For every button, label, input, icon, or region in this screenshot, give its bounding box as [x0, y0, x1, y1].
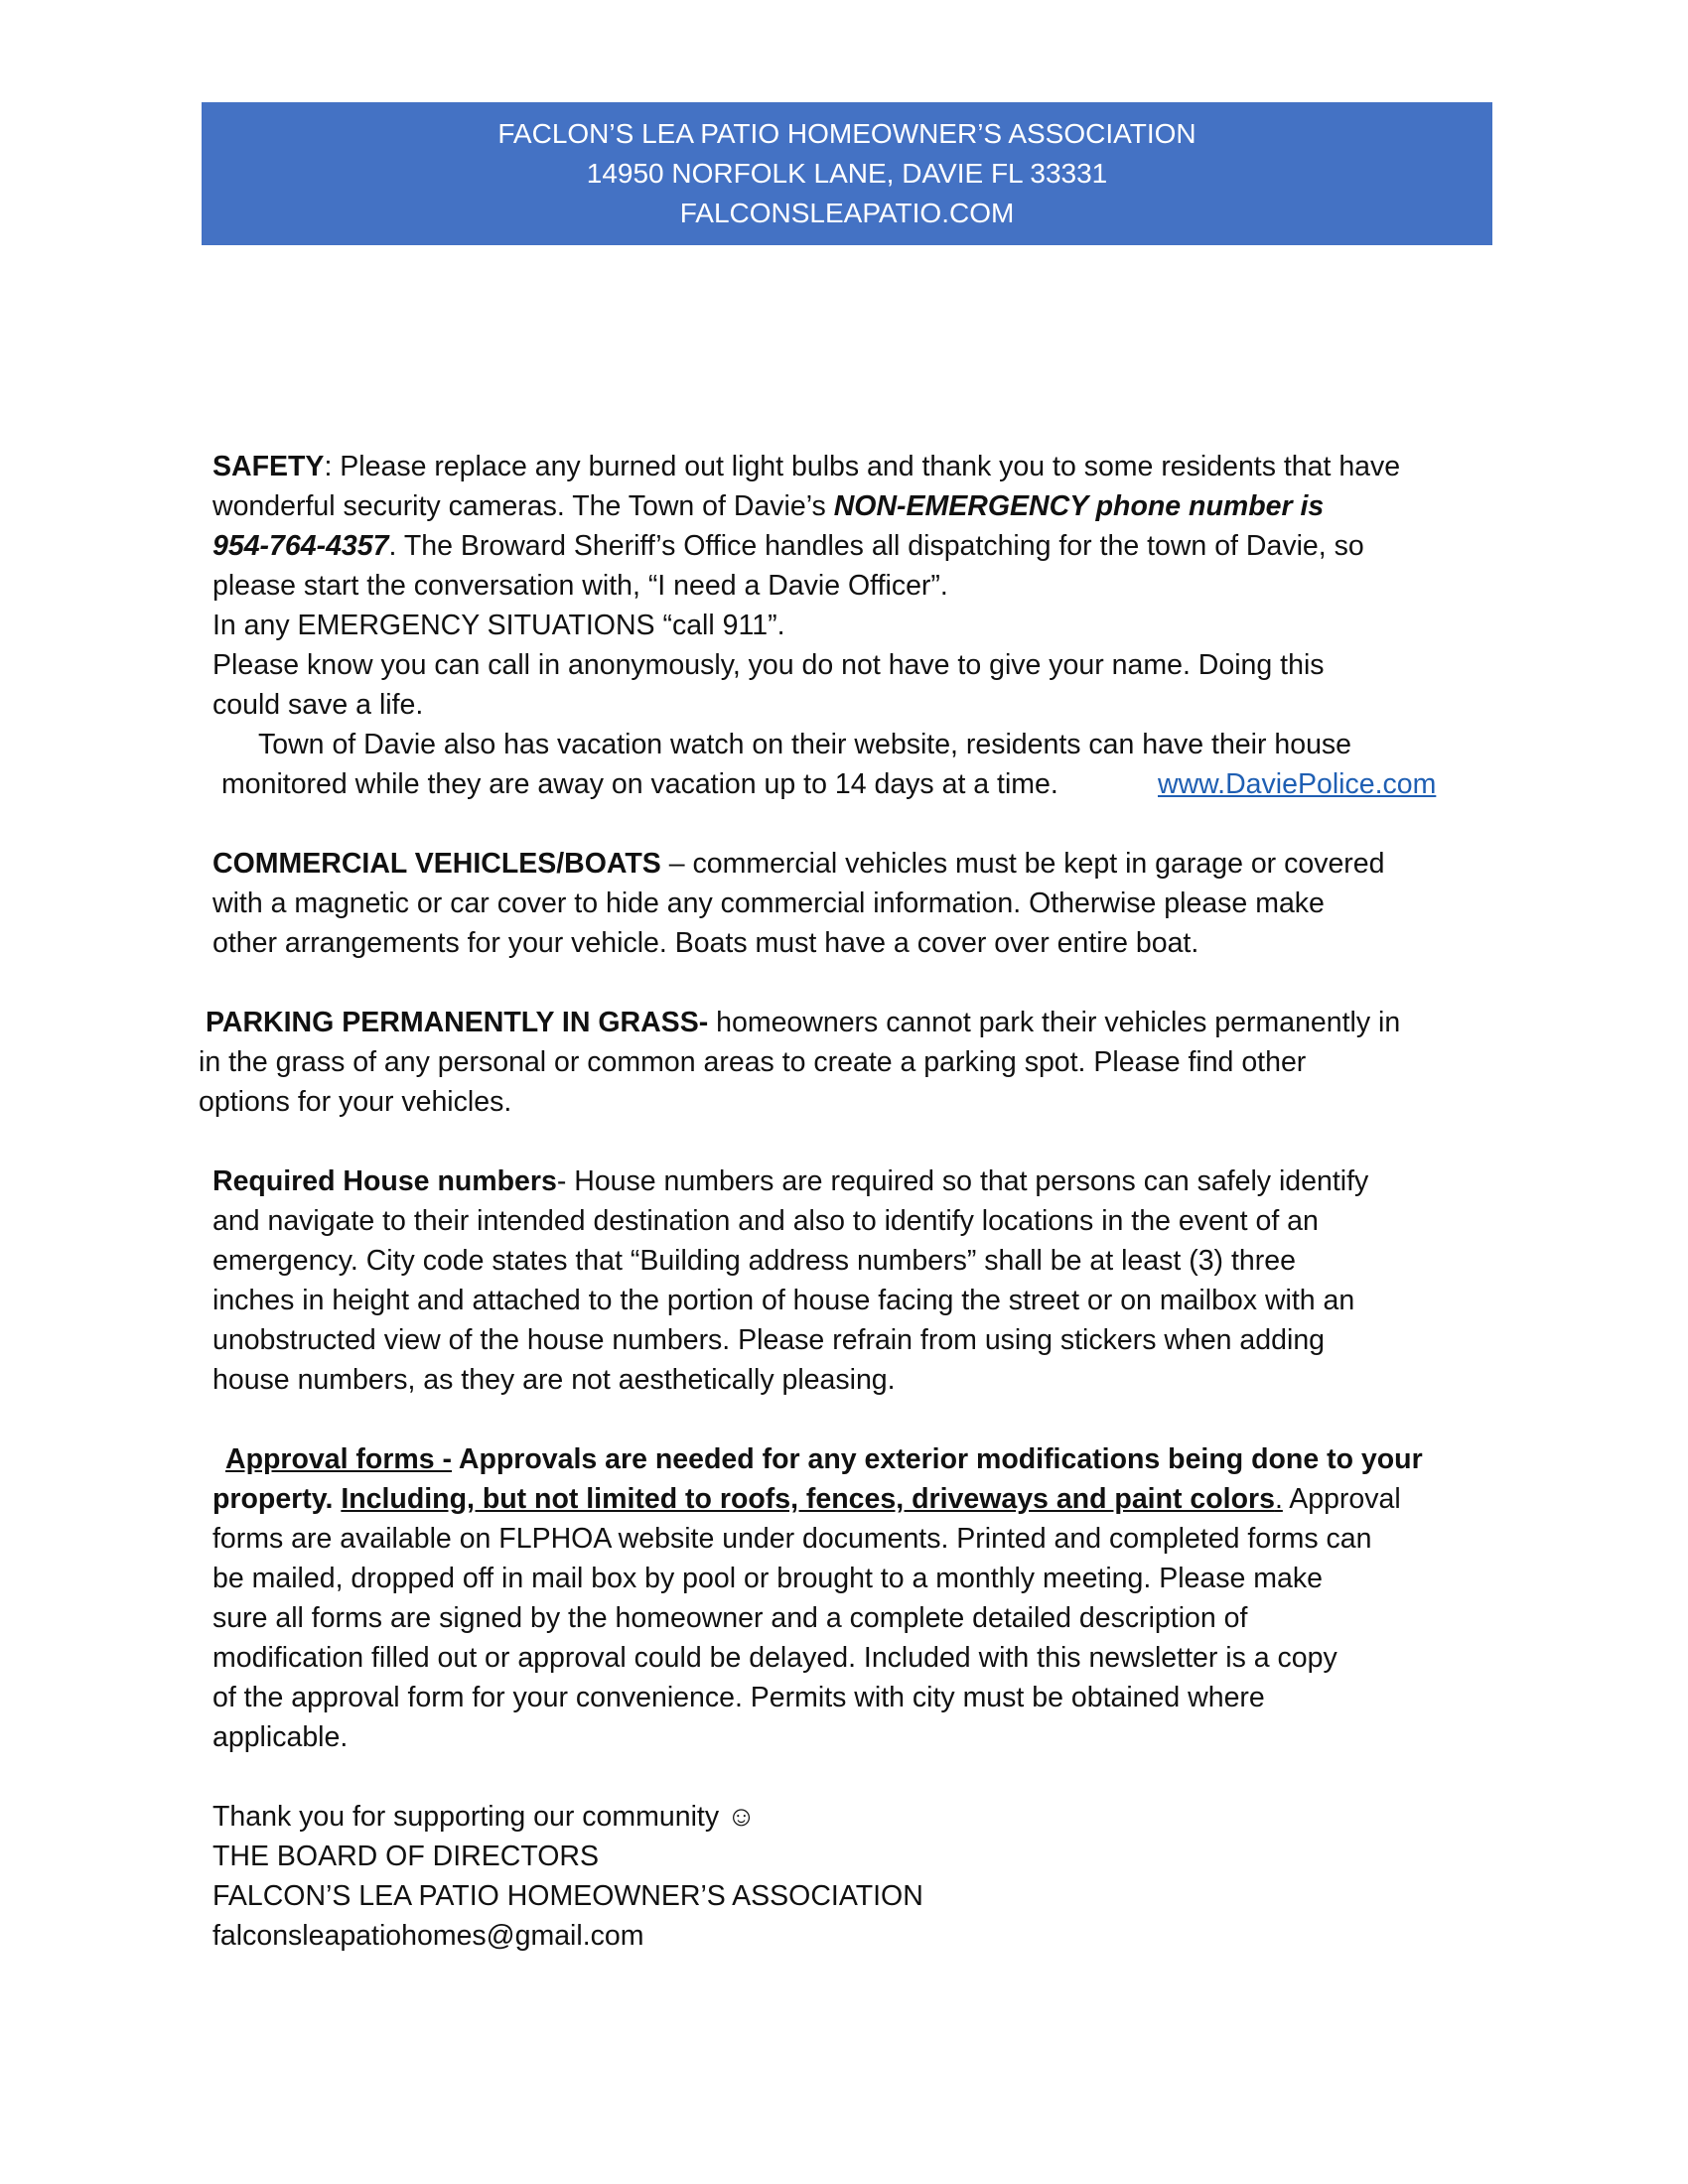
- commercial-line-3: other arrangements for your vehicle. Boats must have a cover over entire boat.: [212, 927, 1199, 959]
- commercial-line-2: with a magnetic or car cover to hide any commercial information. Otherwise please make: [212, 887, 1325, 919]
- closing-board: THE BOARD OF DIRECTORS: [212, 1841, 600, 1872]
- approval-line-6: modification filled out or approval could be delayed. Included with this newsletter is a copy: [212, 1642, 1337, 1674]
- approval-line-8: applicable.: [212, 1721, 349, 1753]
- house-numbers-heading: Required House numbers: [212, 1165, 557, 1197]
- parking-line-3: options for your vehicles.: [199, 1086, 512, 1118]
- header-org: FACLON’S LEA PATIO HOMEOWNER’S ASSOCIATION: [497, 118, 1196, 149]
- closing-thanks: Thank you for supporting our community ☺: [212, 1801, 757, 1833]
- header-website: FALCONSLEAPATIO.COM: [679, 198, 1015, 228]
- davie-police-link[interactable]: www.DaviePolice.com: [1158, 768, 1437, 800]
- header-address: 14950 NORFOLK LANE, DAVIE FL 33331: [586, 158, 1108, 189]
- safety-line-6: Please know you can call in anonymously, you do not have to give your name. Doing this: [212, 649, 1325, 681]
- house-numbers-line-4: inches in height and attached to the portion of house facing the street or on mailbox with an: [212, 1285, 1355, 1316]
- approval-line-3: forms are available on FLPHOA website under documents. Printed and completed forms can: [212, 1523, 1372, 1555]
- house-numbers-line-5: unobstructed view of the house numbers. Please refrain from using stickers when adding: [212, 1324, 1326, 1356]
- approval-line-1: Approval forms - Approvals are needed for any exterior modifications being done to your: [225, 1443, 1423, 1475]
- safety-line-7: could save a life.: [212, 689, 424, 721]
- approval-line-4: be mailed, dropped off in mail box by pool or brought to a monthly meeting. Please make: [212, 1563, 1323, 1594]
- safety-heading: SAFETY: [212, 451, 325, 482]
- parking-line-1: PARKING PERMANENTLY IN GRASS- homeowners cannot park their vehicles permanently in: [206, 1007, 1401, 1038]
- commercial-line-1: COMMERCIAL VEHICLES/BOATS – commercial vehicles must be kept in garage or covered: [212, 848, 1385, 880]
- house-numbers-line-6: house numbers, as they are not aesthetically pleasing.: [212, 1364, 896, 1396]
- non-emergency-label: NON-EMERGENCY phone number is: [833, 490, 1325, 522]
- closing-email: falconsleapatiohomes@gmail.com: [212, 1920, 644, 1952]
- approval-heading: Approval forms -: [225, 1443, 453, 1475]
- approval-line-2: property. Including, but not limited to roofs, fences, driveways and paint colors. Approval: [212, 1483, 1401, 1515]
- safety-line-4: please start the conversation with, “I need a Davie Officer”.: [212, 570, 948, 602]
- closing-org: FALCON’S LEA PATIO HOMEOWNER’S ASSOCIATION: [212, 1880, 923, 1912]
- parking-heading: PARKING PERMANENTLY IN GRASS-: [206, 1007, 709, 1038]
- safety-line-5: In any EMERGENCY SITUATIONS “call 911”.: [212, 610, 785, 641]
- house-numbers-line-3: emergency. City code states that “Building address numbers” shall be at least (3) three: [212, 1245, 1296, 1277]
- parking-line-2: in the grass of any personal or common areas to create a parking spot. Please find other: [199, 1046, 1307, 1078]
- safety-line-1: SAFETY: Please replace any burned out light bulbs and thank you to some residents that have: [212, 451, 1401, 482]
- approval-including-note: Including, but not limited to roofs, fences, driveways and paint colors: [341, 1483, 1275, 1515]
- non-emergency-phone: 954-764-4357: [212, 530, 389, 562]
- approval-line-5: sure all forms are signed by the homeowner and a complete detailed description of: [212, 1602, 1248, 1634]
- safety-line-3: 954-764-4357. The Broward Sheriff’s Office handles all dispatching for the town of Davie, so: [212, 530, 1364, 562]
- safety-line-9: monitored while they are away on vacation up to 14 days at a time.: [221, 768, 1058, 800]
- safety-line-2: wonderful security cameras. The Town of Davie’s NON-EMERGENCY phone number is: [212, 490, 1325, 522]
- approval-line-7: of the approval form for your convenience. Permits with city must be obtained where: [212, 1682, 1265, 1713]
- house-numbers-line-2: and navigate to their intended destination and also to identify locations in the event of an: [212, 1205, 1319, 1237]
- house-numbers-line-1: Required House numbers- House numbers are required so that persons can safely identify: [212, 1165, 1369, 1197]
- commercial-heading: COMMERCIAL VEHICLES/BOATS: [212, 848, 661, 880]
- safety-line-8: Town of Davie also has vacation watch on their website, residents can have their house: [258, 729, 1352, 760]
